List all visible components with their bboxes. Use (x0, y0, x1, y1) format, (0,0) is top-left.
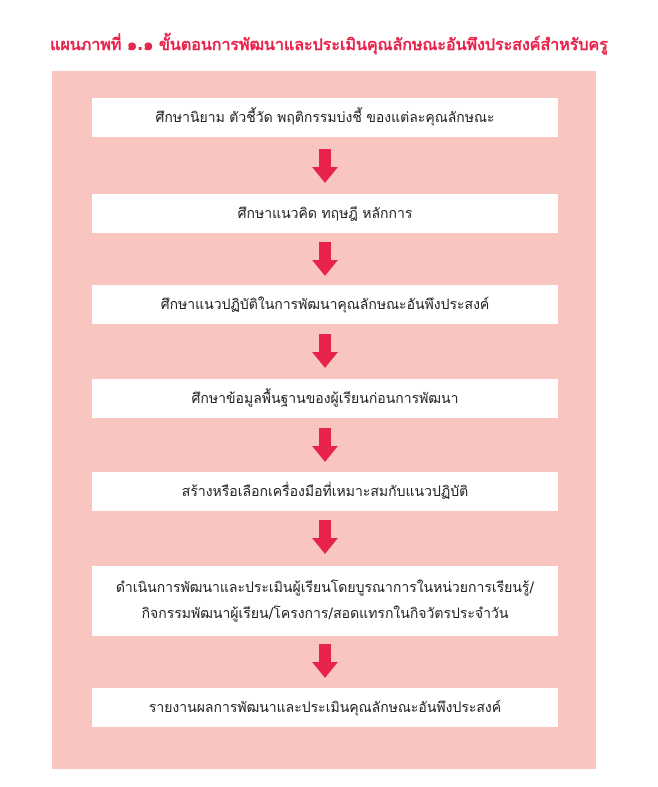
down-arrow-icon (312, 644, 338, 678)
down-arrow-icon (312, 149, 338, 183)
down-arrow-icon (312, 520, 338, 554)
step-5-text: สร้างหรือเลือกเครื่องมือที่เหมาะสมกับแนวปฏิบัติ (181, 483, 469, 500)
step-1-text: ศึกษานิยาม ตัวชี้วัด พฤติกรรมบ่งชี้ ของแต่ละคุณลักษณะ (155, 109, 495, 126)
step-4-text: ศึกษาข้อมูลพื้นฐานของผู้เรียนก่อนการพัฒนา (191, 390, 459, 407)
step-6-text-line-2: กิจกรรมพัฒนาผู้เรียน/โครงการ/สอดแทรกในกิจวัตรประจำวัน (141, 606, 509, 622)
step-7-text: รายงานผลการพัฒนาและประเมินคุณลักษณะอันพึงประสงค์ (148, 699, 502, 716)
diagram-title: แผนภาพที่ ๑.๑ ขั้นตอนการพัฒนาและประเมินคุณลักษณะอันพึงประสงค์สำหรับครู (50, 35, 608, 54)
down-arrow-icon (312, 242, 338, 276)
step-6-text-line-1: ดำเนินการพัฒนาและประเมินผู้เรียนโดยบูรณาการในหน่วยการเรียนรู้/ (115, 580, 535, 596)
down-arrow-icon (312, 428, 338, 462)
step-box-7 (92, 688, 558, 727)
step-box-4 (92, 379, 558, 418)
step-box-1 (92, 98, 558, 137)
step-3-text: ศึกษาแนวปฏิบัติในการพัฒนาคุณลักษณะอันพึงประสงค์ (160, 296, 490, 313)
step-box-6 (92, 566, 558, 636)
step-box-2 (92, 194, 558, 233)
down-arrow-icon (312, 334, 338, 368)
step-2-text: ศึกษาแนวคิด ทฤษฎี หลักการ (237, 205, 413, 222)
step-box-5 (92, 472, 558, 511)
step-box-3 (92, 285, 558, 324)
